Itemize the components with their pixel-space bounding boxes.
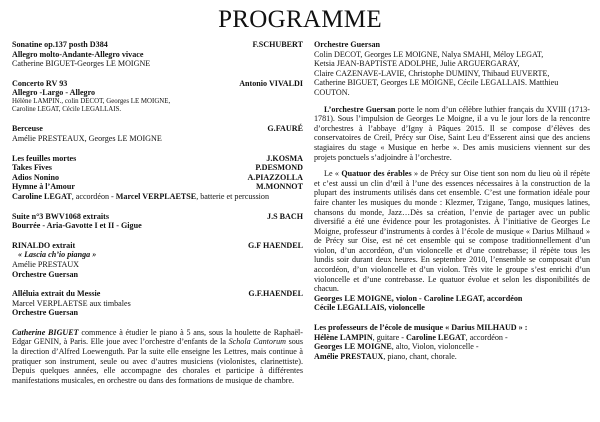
work-title: Sonatine op.137 posth D384	[12, 40, 108, 49]
work-title: Berceuse	[12, 124, 43, 134]
bach-block	[12, 212, 303, 231]
faure-block	[12, 124, 303, 143]
work-movements: Allegro molto-Andante-Allegro vivace	[12, 49, 144, 59]
work-row	[12, 182, 303, 192]
performer-role: , batterie et percussion	[196, 191, 270, 201]
bio-name: Catherine BIGUET	[12, 327, 79, 337]
orchestra-member-line: Colin DECOT, Georges LE MOIGNE, Nalya SMAHI, Méloy LEGAT,	[314, 49, 544, 59]
work-movements: Bourrée - Aria-Gavotte I et II - Gigue	[12, 221, 142, 231]
aria-title: « Lascia ch’io pianga »	[18, 250, 97, 260]
work-title: Suite n°3 BWV1068 extraits	[12, 211, 109, 221]
composer-name: J.S BACH	[267, 211, 303, 221]
page-title: PROGRAMME	[218, 6, 382, 33]
orchestra-member-line: Claire CAZENAVE-LAVIE, Christophe DUMINY, Thibaud EUVERTE,	[314, 68, 550, 78]
vivaldi-block	[12, 79, 303, 115]
teacher-name: Hélène LAMPIN	[314, 332, 373, 342]
bio-text: commence à étudier le piano à 5 ans, sous la houlette de Raphaël-Edgar GENIN, à Paris. Elle joue avec l’orchestre d’enfants de la	[12, 327, 303, 347]
teachers-block	[314, 323, 590, 361]
work-title: Adios Nonino	[12, 172, 60, 182]
quatuor-members: Georges LE MOIGNE, violon - Caroline LEGAT, accordéon	[314, 293, 523, 303]
performer-name: Caroline LEGAT	[12, 191, 72, 201]
performers: Caroline LEGAT, Cécile LEGALLAIS.	[12, 106, 122, 114]
work-row	[12, 154, 303, 164]
right-column	[314, 40, 590, 361]
composer-name: P.DESMOND	[255, 163, 303, 173]
performers: Hélène LAMPIN., colin DECOT, Georges LE MOIGNE,	[12, 97, 171, 105]
biography-paragraph	[12, 328, 303, 386]
composer-name: A.PIAZZOLLA	[247, 172, 303, 182]
teacher-name: Caroline LEGAT	[405, 332, 466, 342]
left-column	[12, 40, 303, 385]
composer-name: G.FAURÉ	[267, 124, 303, 134]
orchestra-member-line: Catherine BIGUET, Georges LE MOIGNE, Cécile LEGALLAIS. Matthieu COUTON.	[314, 78, 559, 97]
work-row	[12, 163, 303, 173]
composer-name: M.MONNOT	[256, 182, 303, 192]
teachers-line	[314, 342, 590, 352]
orchestra-title: Orchestre Guersan	[314, 40, 381, 49]
performer-name: Marcel VERPLAETSE	[115, 191, 197, 201]
teacher-role: , guitare -	[372, 332, 406, 342]
performers: Amélie PRESTEAUX, Georges LE MOIGNE	[12, 133, 162, 143]
performer-role: , accordéon -	[71, 191, 116, 201]
work-title: RINALDO extrait	[12, 240, 76, 250]
quatuor-members: Cécile LEGALLAIS, violoncelle	[314, 303, 425, 313]
orchestra-name: L’orchestre Guersan	[324, 104, 396, 114]
orchestra-text: porte le nom d’un célèbre luthier français du XVIII (1713-1781). Sous l’impulsion de Georges Le Moigne, il a vu le jour lors de la rencontre d’orchestres à l’abbaye d’Igny à Pâques 2015. Il se compose d’élèves des conservatoires de Creil, Précy sur Oise, Saint Leu d’Esserent ainsi que des anciens stagiaires du stage « Musique en herbe ». Des amis musiciens viennent sur des projets ponctuels s’adjoindre à l’orchestre.	[314, 104, 590, 162]
ensemble-name: Orchestre Guersan	[12, 308, 79, 318]
work-title: Alléluia extrait du Messie	[12, 289, 101, 299]
performers: Catherine BIGUET-Georges LE MOIGNE	[12, 59, 151, 69]
quatuor-text: » de Précy sur Oise tient son nom du lieu où il répète et c’est aussi un clin d’œil à l’une des essences nécessaires à la construction de la plupart des instruments utilisés dans cet ensemble. C’est une formation idéale pour faire chanter les musiques du monde : Klezmer, Tzigane, Tango, musiques latines, chansons du monde, Jazz…Dès sa création, l’envie de partager avec un public diversifié a été une évidence pour les protagonistes. À l’initiative de Georges Le Moigne, professeur d’instruments à cordes à l’école de musique « Darius Milhaud » de Précy sur Oise, est né cet ensemble qui se compose traditionnellement d’un violon, d’un accordéon, d’un violoncelle et d’une contrebasse; il répète tous les lundis soir durant deux heures. En septembre 2010, l’ensemble se composait d’un accordéon, d’un violoncelle et d’un violon. Très vite le groupe s’est enrichi d’un violoncelle et d’une contrebasse. Le quatuor évolue et selon les disponibilités de chacun.	[314, 169, 590, 294]
teacher-role: , accordéon -	[465, 332, 508, 342]
teachers-intro: Les professeurs de l’école de musique « Darius MILHAUD » :	[314, 323, 528, 333]
composer-name: J.KOSMA	[266, 153, 303, 163]
orchestra-member-line: Ketsia JEAN-BAPTISTE ADOLPHE, Julie ARGUERGARAY,	[314, 59, 520, 69]
rinaldo-block	[12, 241, 303, 279]
work-title: Takes Fives	[12, 163, 52, 173]
quatuor-pre: Le «	[324, 169, 342, 179]
work-title: Les feuilles mortes	[12, 153, 77, 163]
teacher-name: Amélie PRESTAUX	[314, 351, 384, 361]
performers: Amélie PRESTAUX	[12, 259, 80, 269]
work-title: Concerto RV 93	[12, 78, 68, 88]
teachers-line	[314, 333, 590, 343]
ensemble-name: Orchestre Guersan	[12, 269, 79, 279]
quatuor-paragraph	[314, 169, 590, 294]
composer-name: G.F.HAENDEL	[248, 289, 303, 299]
performers: Marcel VERPLAETSE aux timbales	[12, 298, 131, 308]
orchestra-paragraph	[314, 105, 590, 163]
composer-name: Antonio VIVALDI	[239, 78, 303, 88]
quatuor-name: Quatuor des érables	[341, 169, 412, 179]
bio-emphasis: Schola Cantorum	[228, 337, 287, 347]
schubert-block	[12, 40, 303, 69]
performers	[12, 192, 303, 202]
work-row	[12, 173, 303, 183]
misc-works-block	[12, 154, 303, 202]
composer-name: F.SCHUBERT	[252, 40, 303, 49]
bio-text: sous la direction d’Alfred Loewenguth. Par la suite elle enseigne les Lettres, mais continue à pratiquer son instrument, seule ou avec d’autres musiciens (violonistes, clarinettiste). Depuis quelques années, elle accompagne des chorales et participe à différentes manifestations musicales, en orchestre ou dans des formations de musique de chambre.	[12, 337, 303, 385]
teacher-role: , piano, chant, chorale.	[383, 351, 457, 361]
teachers-line	[314, 352, 590, 362]
work-movements: Allegro -Largo - Allegro	[12, 88, 96, 98]
messie-block	[12, 289, 303, 318]
teacher-role: , alto, Violon, violoncelle -	[391, 342, 479, 352]
composer-name: G.F HAENDEL	[247, 240, 303, 250]
teacher-name: Georges LE MOIGNE	[314, 342, 392, 352]
work-title: Hymne à l’Amour	[12, 182, 75, 192]
